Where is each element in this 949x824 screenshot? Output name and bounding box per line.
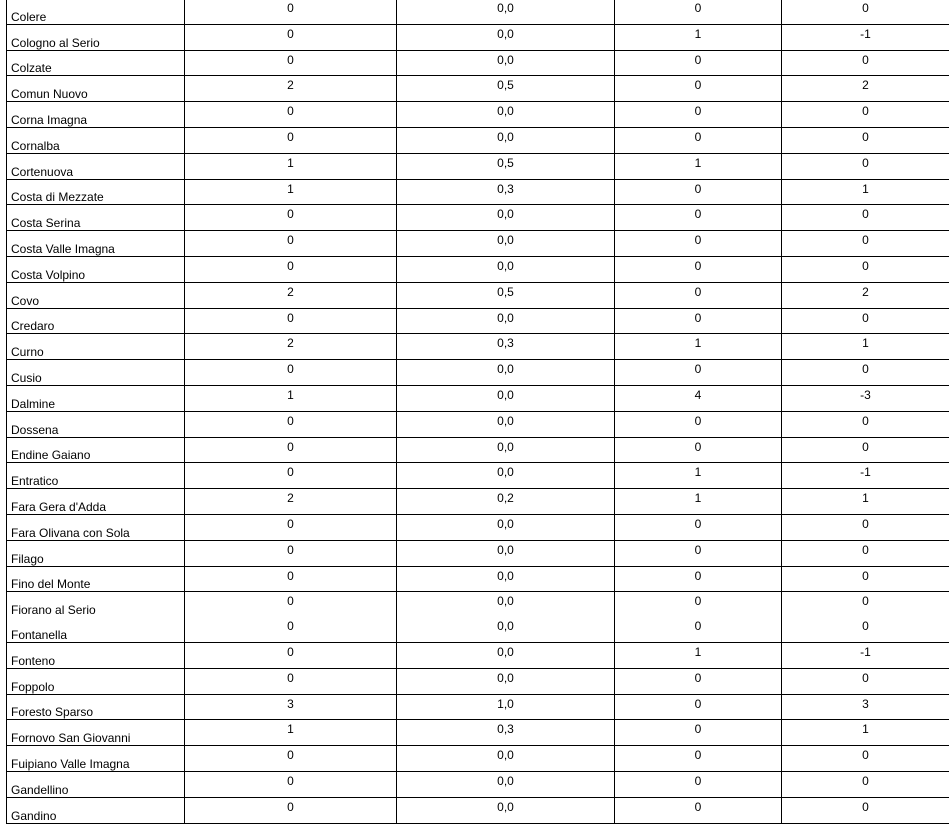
value-col3-cell[interactable]: 1 [615,334,782,360]
value-col2-cell[interactable]: 0,0 [397,231,615,257]
municipality-name-cell[interactable]: Filago [7,540,185,566]
value-col3-cell[interactable]: 0 [615,0,782,24]
value-col2-cell[interactable]: 0,0 [397,437,615,463]
municipality-name-cell[interactable]: Cornalba [7,127,185,153]
value-col4-cell[interactable]: 1 [782,489,949,515]
value-col1-cell[interactable]: 3 [185,694,397,720]
value-col3-cell[interactable]: 1 [615,153,782,179]
table-row [7,592,949,617]
value-col2-cell[interactable]: 0,5 [397,76,615,102]
value-col2-cell[interactable]: 0,5 [397,153,615,179]
value-col3-cell[interactable]: 1 [615,463,782,489]
value-col3-cell[interactable]: 0 [615,308,782,334]
table-row [7,127,949,153]
value-col3-cell[interactable]: 0 [615,540,782,566]
value-col3-cell[interactable]: 0 [615,411,782,437]
value-col4-cell[interactable]: -1 [782,642,949,668]
value-col4-cell[interactable]: 0 [782,540,949,566]
value-col2-cell[interactable]: 0,0 [397,0,615,24]
value-col2-cell[interactable]: 0,0 [397,797,615,823]
value-col4-cell[interactable]: 0 [782,668,949,694]
municipality-name-cell[interactable]: Fuipiano Valle Imagna [7,746,185,772]
value-col4-cell[interactable]: -1 [782,463,949,489]
value-col3-cell[interactable]: 0 [615,231,782,257]
value-col3-cell[interactable]: 0 [615,694,782,720]
value-col4-cell[interactable]: 0 [782,153,949,179]
value-col1-cell[interactable]: 2 [185,489,397,515]
value-col2-cell[interactable]: 0,0 [397,50,615,76]
value-col2-cell[interactable]: 0,0 [397,385,615,411]
municipality-name-cell[interactable]: Credaro [7,308,185,334]
table-row [7,102,949,128]
municipality-name-cell[interactable]: Endine Gaiano [7,437,185,463]
value-col4-cell[interactable]: 0 [782,797,949,823]
value-col3-cell[interactable]: 0 [615,592,782,617]
municipality-name-cell[interactable]: Colzate [7,50,185,76]
value-col1-cell[interactable]: 0 [185,797,397,823]
value-col1-cell[interactable]: 1 [185,385,397,411]
table-row [7,256,949,282]
municipality-name-cell[interactable]: Cortenuova [7,153,185,179]
value-col2-cell[interactable]: 0,0 [397,24,615,50]
table-row [7,720,949,746]
value-col3-cell[interactable]: 0 [615,617,782,642]
value-col3-cell[interactable]: 0 [615,797,782,823]
municipality-name-cell[interactable]: Comun Nuovo [7,76,185,102]
value-col4-cell[interactable]: 0 [782,746,949,772]
table-row [7,334,949,360]
value-col2-cell[interactable]: 0,0 [397,127,615,153]
value-col2-cell[interactable]: 0,0 [397,360,615,386]
value-col2-cell[interactable]: 0,0 [397,102,615,128]
value-col3-cell[interactable]: 0 [615,437,782,463]
value-col1-cell[interactable]: 0 [185,668,397,694]
value-col1-cell[interactable]: 0 [185,771,397,797]
value-col4-cell[interactable]: 2 [782,282,949,308]
value-col1-cell[interactable]: 2 [185,76,397,102]
value-col2-cell[interactable]: 0,2 [397,489,615,515]
municipality-name-cell[interactable]: Cologno al Serio [7,24,185,50]
table-row [7,385,949,411]
value-col1-cell[interactable]: 1 [185,153,397,179]
value-col4-cell[interactable]: 0 [782,102,949,128]
value-col3-cell[interactable]: 1 [615,489,782,515]
value-col4-cell[interactable]: 0 [782,437,949,463]
value-col4-cell[interactable]: 0 [782,231,949,257]
value-col3-cell[interactable]: 0 [615,720,782,746]
value-col3-cell[interactable]: 0 [615,514,782,540]
municipality-name-cell[interactable]: Fara Gera d'Adda [7,489,185,515]
table-row [7,205,949,231]
municipality-name-cell[interactable]: Costa di Mezzate [7,179,185,205]
value-col3-cell[interactable]: 0 [615,282,782,308]
value-col1-cell[interactable]: 0 [185,127,397,153]
municipality-name-cell[interactable]: Dalmine [7,385,185,411]
value-col3-cell[interactable]: 1 [615,642,782,668]
value-col4-cell[interactable]: 3 [782,694,949,720]
value-col4-cell[interactable]: -3 [782,385,949,411]
value-col1-cell[interactable]: 1 [185,720,397,746]
value-col4-cell[interactable]: 0 [782,127,949,153]
value-col1-cell[interactable]: 0 [185,308,397,334]
value-col2-cell[interactable]: 0,0 [397,256,615,282]
value-col2-cell[interactable]: 0,5 [397,282,615,308]
table-row [7,24,949,50]
value-col3-cell[interactable]: 0 [615,771,782,797]
value-col4-cell[interactable]: 0 [782,205,949,231]
table-row [7,642,949,668]
value-col1-cell[interactable]: 1 [185,179,397,205]
table-row [7,282,949,308]
municipality-name-cell[interactable]: Entratico [7,463,185,489]
value-col1-cell[interactable]: 0 [185,617,397,642]
table-row [7,360,949,386]
value-col4-cell[interactable]: 0 [782,256,949,282]
municipality-name-cell[interactable]: Costa Valle Imagna [7,231,185,257]
table-row [7,746,949,772]
municipality-name-cell[interactable]: Fino del Monte [7,566,185,592]
value-col2-cell[interactable]: 0,0 [397,463,615,489]
value-col2-cell[interactable]: 0,0 [397,592,615,617]
value-col1-cell[interactable]: 0 [185,360,397,386]
municipality-name-cell[interactable]: Covo [7,282,185,308]
municipality-name-cell[interactable]: Corna Imagna [7,102,185,128]
value-col2-cell[interactable]: 0,0 [397,668,615,694]
value-col3-cell[interactable]: 0 [615,179,782,205]
value-col4-cell[interactable]: 0 [782,360,949,386]
value-col2-cell[interactable]: 0,0 [397,514,615,540]
table-row [7,308,949,334]
value-col2-cell[interactable]: 0,0 [397,566,615,592]
value-col2-cell[interactable]: 0,0 [397,411,615,437]
value-col3-cell[interactable]: 4 [615,385,782,411]
value-col1-cell[interactable]: 0 [185,205,397,231]
value-col3-cell[interactable]: 0 [615,50,782,76]
table-row [7,797,949,823]
value-col4-cell[interactable]: 0 [782,592,949,617]
table-body [7,0,949,823]
table-row [7,694,949,720]
municipality-name-cell[interactable]: Gandino [7,797,185,823]
table-row [7,540,949,566]
municipality-name-cell[interactable]: Gandellino [7,771,185,797]
table-row [7,489,949,515]
value-col4-cell[interactable]: 0 [782,566,949,592]
municipality-name-cell[interactable]: Costa Serina [7,205,185,231]
municipality-name-cell[interactable]: Fara Olivana con Sola [7,514,185,540]
value-col3-cell[interactable]: 0 [615,668,782,694]
value-col1-cell[interactable]: 0 [185,102,397,128]
value-col4-cell[interactable]: 0 [782,50,949,76]
value-col2-cell[interactable]: 1,0 [397,694,615,720]
value-col1-cell[interactable]: 0 [185,24,397,50]
value-col3-cell[interactable]: 0 [615,127,782,153]
municipality-name-cell[interactable]: Cusio [7,360,185,386]
value-col3-cell[interactable]: 0 [615,256,782,282]
municipality-name-cell[interactable]: Foppolo [7,668,185,694]
value-col3-cell[interactable]: 0 [615,76,782,102]
value-col3-cell[interactable]: 1 [615,24,782,50]
value-col2-cell[interactable]: 0,0 [397,642,615,668]
value-col1-cell[interactable]: 2 [185,334,397,360]
table-row [7,76,949,102]
table-row [7,0,949,24]
value-col2-cell[interactable]: 0,3 [397,179,615,205]
value-col1-cell[interactable]: 0 [185,514,397,540]
table-row [7,437,949,463]
value-col3-cell[interactable]: 0 [615,360,782,386]
table-row [7,411,949,437]
table-row [7,179,949,205]
municipality-name-cell[interactable]: Curno [7,334,185,360]
municipality-table [6,0,949,824]
value-col1-cell[interactable]: 0 [185,411,397,437]
municipality-name-cell[interactable]: Colere [7,0,185,24]
value-col3-cell[interactable]: 0 [615,205,782,231]
value-col1-cell[interactable]: 2 [185,282,397,308]
value-col4-cell[interactable]: 0 [782,308,949,334]
value-col2-cell[interactable]: 0,0 [397,205,615,231]
value-col4-cell[interactable]: -1 [782,24,949,50]
table-row [7,153,949,179]
value-col3-cell[interactable]: 0 [615,746,782,772]
value-col1-cell[interactable]: 0 [185,256,397,282]
value-col1-cell[interactable]: 0 [185,0,397,24]
value-col4-cell[interactable]: 0 [782,0,949,24]
value-col2-cell[interactable]: 0,3 [397,334,615,360]
value-col1-cell[interactable]: 0 [185,50,397,76]
table-row [7,617,949,642]
value-col1-cell[interactable]: 0 [185,566,397,592]
table-row [7,231,949,257]
municipality-name-cell[interactable]: Dossena [7,411,185,437]
municipality-name-cell[interactable]: Fontanella [7,617,185,642]
value-col4-cell[interactable]: 1 [782,334,949,360]
table-row [7,771,949,797]
table-row [7,566,949,592]
municipality-name-cell[interactable]: Fonteno [7,642,185,668]
value-col1-cell[interactable]: 0 [185,540,397,566]
municipality-name-cell[interactable]: Fiorano al Serio [7,592,185,617]
value-col1-cell[interactable]: 0 [185,642,397,668]
value-col1-cell[interactable]: 0 [185,437,397,463]
value-col2-cell[interactable]: 0,0 [397,308,615,334]
value-col3-cell[interactable]: 0 [615,102,782,128]
municipality-name-cell[interactable]: Foresto Sparso [7,694,185,720]
value-col1-cell[interactable]: 0 [185,463,397,489]
value-col2-cell[interactable]: 0,0 [397,771,615,797]
municipality-name-cell[interactable]: Costa Volpino [7,256,185,282]
value-col4-cell[interactable]: 0 [782,411,949,437]
municipality-name-cell[interactable]: Fornovo San Giovanni [7,720,185,746]
value-col2-cell[interactable]: 0,0 [397,540,615,566]
table-row [7,514,949,540]
value-col4-cell[interactable]: 1 [782,720,949,746]
value-col4-cell[interactable]: 0 [782,514,949,540]
value-col4-cell[interactable]: 2 [782,76,949,102]
value-col4-cell[interactable]: 0 [782,771,949,797]
value-col1-cell[interactable]: 0 [185,746,397,772]
value-col4-cell[interactable]: 1 [782,179,949,205]
value-col2-cell[interactable]: 0,0 [397,746,615,772]
table-row [7,668,949,694]
value-col2-cell[interactable]: 0,3 [397,720,615,746]
value-col1-cell[interactable]: 0 [185,231,397,257]
value-col1-cell[interactable]: 0 [185,592,397,617]
value-col2-cell[interactable]: 0,0 [397,617,615,642]
value-col3-cell[interactable]: 0 [615,566,782,592]
table-row [7,463,949,489]
value-col4-cell[interactable]: 0 [782,617,949,642]
table-row [7,50,949,76]
